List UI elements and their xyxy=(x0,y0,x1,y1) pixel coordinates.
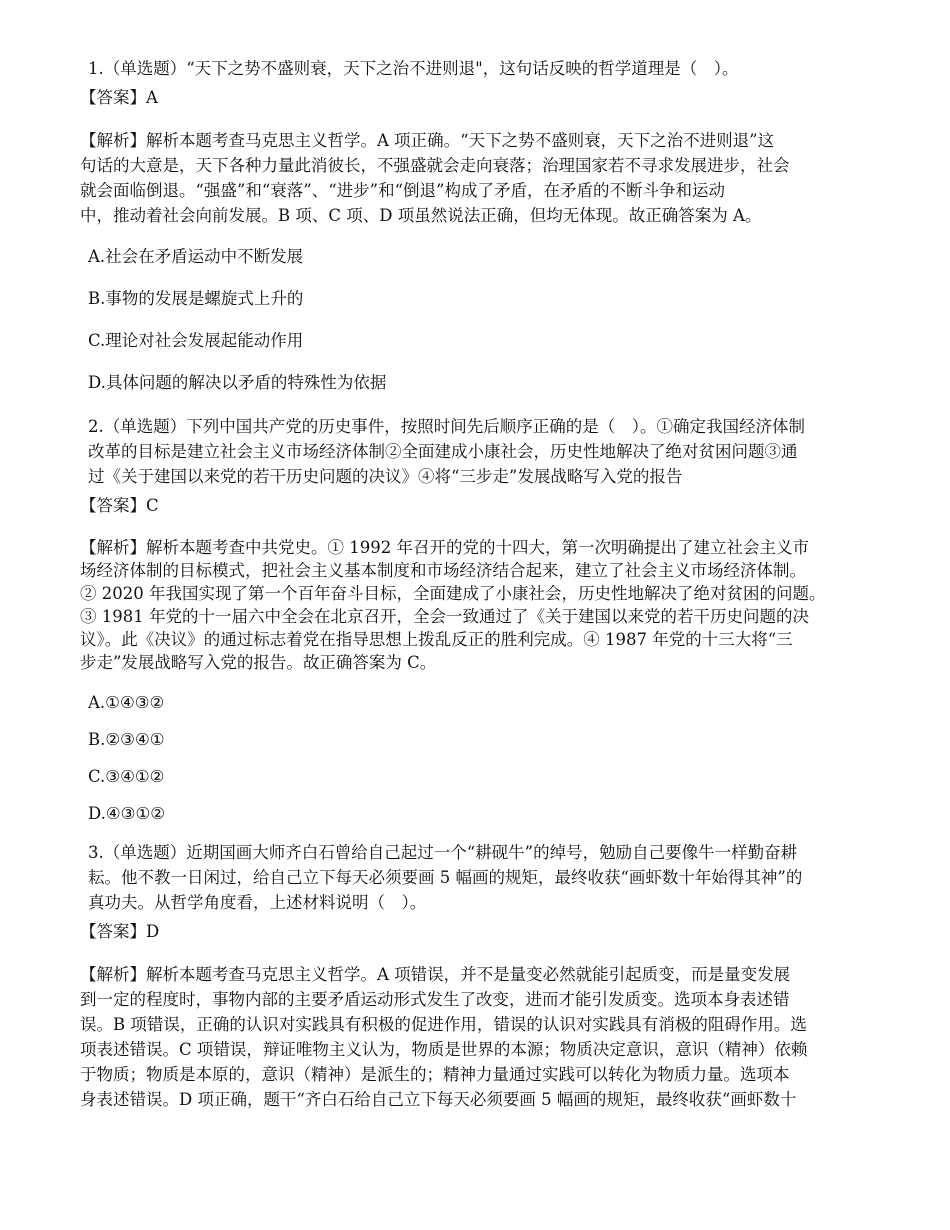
analysis-line: 【解析】解析本题考查马克思主义哲学。A 项错误，并不是量变必然就能引起质变，而是量变发展 xyxy=(80,965,791,984)
analysis-block xyxy=(80,962,914,1112)
analysis-line: 【解析】解析本题考查马克思主义哲学。A 项正确。“天下之势不盛则衰，天下之治不进则退”这 xyxy=(80,131,775,150)
options-list xyxy=(88,244,914,412)
analysis-block xyxy=(80,128,914,228)
option-b: B.②③④① xyxy=(88,730,165,749)
analysis-line: 身表述错误。D 项正确，题干“齐白石给自己立下每天必须要画 5 幅画的规矩，最终收获“画虾数十 xyxy=(80,1090,797,1109)
option-a: A.①④③② xyxy=(88,693,165,712)
stem-line: 耘。他不教一日闲过，给自己立下每天必须要画 5 幅画的规矩，最终收获“画虾数十年始得其神”的 xyxy=(88,868,803,887)
stem-line: 1.（单选题）“天下之势不盛则衰，天下之治不进则退"，这句话反映的哲学道理是（ ）。 xyxy=(88,59,739,78)
analysis-line: 议》。此《决议》的通过标志着党在指导思想上拨乱反正的胜利完成。④ 1987 年党的十三大将“三 xyxy=(80,630,793,649)
question-3 xyxy=(80,840,914,1112)
answer-text: 【答案】C xyxy=(80,496,159,515)
stem-line: 真功夫。从哲学角度看，上述材料说明（ ）。 xyxy=(88,893,427,912)
analysis-line: 步走”发展战略写入党的报告。故正确答案为 C。 xyxy=(80,653,437,672)
option-d: D.具体问题的解决以矛盾的特殊性为依据 xyxy=(88,373,387,392)
question-stem xyxy=(88,414,914,489)
analysis-line: 中，推动着社会向前发展。B 项、C 项、D 项虽然说法正确，但均无体现。故正确答案为 A。 xyxy=(80,206,762,225)
option-c: C.③④①② xyxy=(88,767,165,786)
analysis-line: 就会面临倒退。“强盛”和“衰落”、“进步”和“倒退”构成了矛盾，在矛盾的不断斗争和运动 xyxy=(80,181,725,200)
options-list xyxy=(88,690,914,838)
analysis-line: 于物质；物质是本原的，意识（精神）是派生的；精神力量通过实践可以转化为物质力量。选项本 xyxy=(80,1065,790,1084)
analysis-line: 误。B 项错误，正确的认识对实践具有积极的促进作用，错误的认识对实践具有消极的阻碍作用。选 xyxy=(80,1015,807,1034)
stem-line: 2.（单选题）下列中国共产党的历史事件，按照时间先后顺序正确的是（ ）。①确定我国经济体制 xyxy=(88,417,805,436)
option-c: C.理论对社会发展起能动作用 xyxy=(88,331,304,350)
question-stem xyxy=(88,56,914,81)
stem-line: 3.（单选题）近期国画大师齐白石曾给自己起过一个“耕砚牛”的绰号，勉励自己要像牛一样勤奋耕 xyxy=(88,843,798,862)
analysis-line: 句话的大意是，天下各种力量此消彼长，不强盛就会走向衰落；治理国家若不寻求发展进步，社会 xyxy=(80,156,790,175)
analysis-line: ② 2020 年我国实现了第一个百年奋斗目标，全面建成了小康社会，历史性地解决了绝对贫困的问题。 xyxy=(80,584,826,603)
analysis-line: 场经济体制的目标模式，把社会主义基本制度和市场经济结合起来，建立了社会主义市场经济体制。 xyxy=(80,561,806,580)
analysis-block xyxy=(80,536,914,674)
question-1 xyxy=(80,56,914,412)
analysis-line: 【解析】解析本题考查中共党史。① 1992 年召开的党的十四大，第一次明确提出了建立社会主义市 xyxy=(80,538,809,557)
analysis-line: 到一定的程度时，事物内部的主要矛盾运动形式发生了改变，进而才能引发质变。选项本身表述错 xyxy=(80,990,790,1009)
analysis-line: 项表述错误。C 项错误，辩证唯物主义认为，物质是世界的本源；物质决定意识，意识（精神）依赖 xyxy=(80,1040,808,1059)
question-stem xyxy=(88,840,914,915)
stem-line: 改革的目标是建立社会主义市场经济体制②全面建成小康社会，历史性地解决了绝对贫困问题③通 xyxy=(88,442,798,461)
option-b: B.事物的发展是螺旋式上升的 xyxy=(88,289,304,308)
document-page xyxy=(80,56,914,1114)
stem-line: 过《关于建国以来党的若干历史问题的决议》④将“三步走”发展战略写入党的报告 xyxy=(88,467,683,486)
question-2 xyxy=(80,414,914,838)
option-d: D.④③①② xyxy=(88,804,166,823)
answer-text: 【答案】A xyxy=(80,88,158,107)
analysis-line: ③ 1981 年党的十一届六中全会在北京召开，全会一致通过了《关于建国以来党的若干历史问题的决 xyxy=(80,607,809,626)
answer-text: 【答案】D xyxy=(80,922,160,941)
option-a: A.社会在矛盾运动中不断发展 xyxy=(88,247,304,266)
